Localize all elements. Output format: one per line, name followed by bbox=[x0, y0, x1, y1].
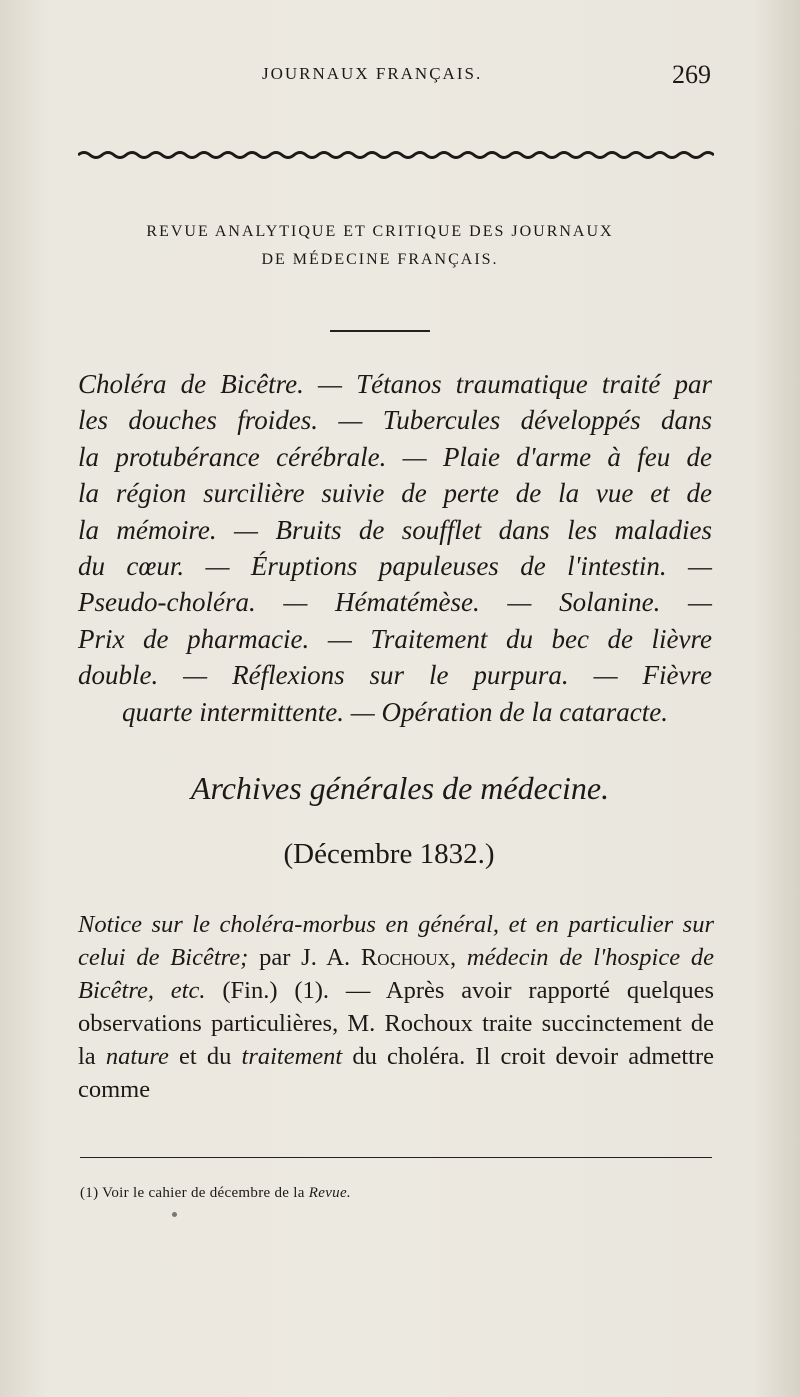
summary-line: Pseudo-choléra. — Hématémèse. — Solanine. — bbox=[78, 587, 712, 618]
summary-line: la protubérance cérébrale. — Plaie d'arme à feu de bbox=[78, 441, 712, 472]
short-rule bbox=[330, 330, 430, 332]
page-number: 269 bbox=[672, 60, 711, 89]
term-traitement: traitement bbox=[241, 1043, 343, 1070]
author-name: Rochoux bbox=[360, 944, 450, 971]
summary-block bbox=[78, 366, 712, 730]
summary-line: du cœur. — Éruptions papuleuses de l'intestin. — bbox=[78, 551, 712, 582]
summary-line: les douches froides. — Tubercules développés dans bbox=[78, 405, 712, 436]
footnote-text: (1) Voir le cahier de décembre de la bbox=[80, 1185, 309, 1201]
section-heading-line-1: REVUE ANALYTIQUE ET CRITIQUE DES JOURNAUX bbox=[146, 223, 614, 240]
term-nature: nature bbox=[105, 1043, 169, 1070]
footnote-italic: Revue. bbox=[308, 1185, 351, 1201]
wavy-rule-ornament bbox=[78, 148, 714, 162]
journal-title: Archives générales de médecine. bbox=[190, 770, 610, 806]
footnote bbox=[80, 1185, 712, 1202]
section-heading-line-2: DE MÉDECINE FRANÇAIS. bbox=[261, 251, 499, 268]
article-paragraph: Notice sur le choléra-morbus en général, et en particulier sur celui de Bicêtre; par J. A. Rochoux, médecin de l'hospice de Bicêtre, etc. (Fin.) (1). — Après avoir rapporté quelques observations particulières, M. Rochoux traite succinctement de la nature et du traitement du choléra. Il croit devoir admettre comme bbox=[78, 911, 715, 1103]
summary-line: double. — Réflexions sur le purpura. — Fièvre bbox=[78, 660, 712, 691]
summary-line: la région surcilière suivie de perte de la vue et de bbox=[78, 478, 712, 509]
summary-line: la mémoire. — Bruits de soufflet dans les maladies bbox=[78, 514, 712, 545]
article-text-2: et du bbox=[168, 1043, 242, 1070]
section-heading bbox=[80, 218, 680, 274]
article-by: par J. A. bbox=[248, 944, 361, 971]
journal-date: (Décembre 1832.) bbox=[283, 838, 495, 870]
summary-line: Choléra de Bicêtre. — Tétanos traumatique traité par bbox=[78, 369, 712, 399]
author-role: médecin de l'hospice de Bicêtre, etc. bbox=[78, 944, 714, 1004]
notice-title: Notice sur le choléra-morbus en général, et en particulier sur celui de Bicêtre; bbox=[78, 911, 714, 971]
article-body bbox=[78, 908, 714, 1106]
article-text-3: du choléra. Il croit devoir admettre comme bbox=[78, 1043, 714, 1103]
summary-line: Prix de pharmacie. — Traitement du bec de lièvre bbox=[78, 623, 712, 654]
summary-line: quarte intermittente. — Opération de la cataracte. bbox=[122, 696, 668, 727]
running-head-title: JOURNAUX FRANÇAIS. bbox=[262, 64, 483, 83]
article-text: (Fin.) (1). — Après avoir rapporté quelques observations particulières, M. Rochoux traite succinctement de la bbox=[78, 977, 715, 1070]
ink-speck bbox=[172, 1212, 177, 1217]
footnote-rule bbox=[80, 1157, 712, 1158]
running-head bbox=[0, 60, 800, 90]
